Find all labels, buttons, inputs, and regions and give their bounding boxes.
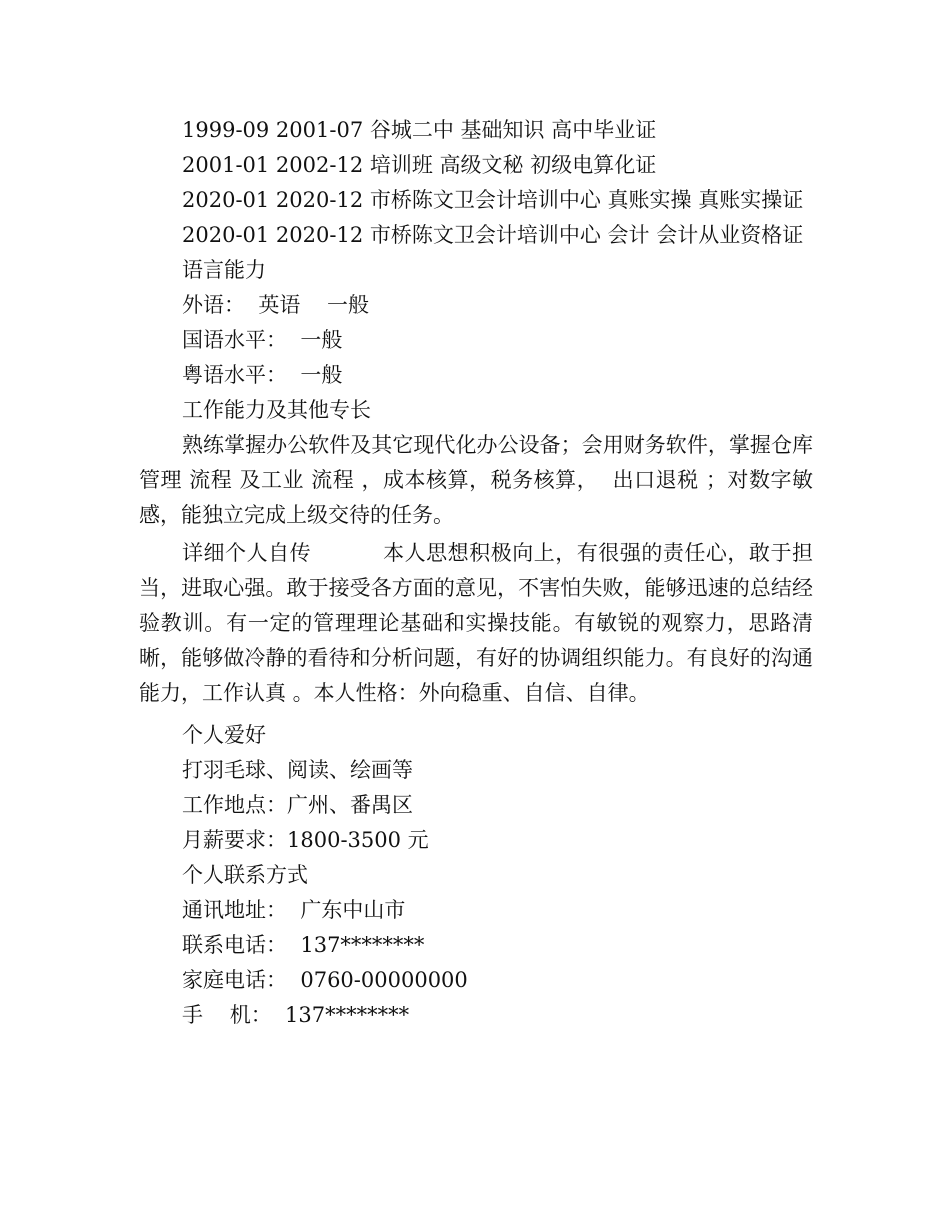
contact-mobile: 手 机： 137******** (182, 1003, 410, 1027)
education-row: 2020-01 2020-12 市桥陈文卫会计培训中心 真账实操 真账实操证 (182, 188, 804, 212)
education-row: 2020-01 2020-12 市桥陈文卫会计培训中心 会计 会计从业资格证 (182, 223, 804, 247)
work-location: 工作地点：广州、番禺区 (182, 793, 413, 817)
mandarin-level: 国语水平： 一般 (182, 328, 343, 352)
skills-heading: 工作能力及其他专长 (182, 398, 371, 422)
contact-address: 通讯地址： 广东中山市 (182, 898, 406, 922)
language-heading: 语言能力 (182, 258, 266, 282)
foreign-language: 外语： 英语 一般 (182, 293, 370, 317)
hobbies-heading: 个人爱好 (182, 723, 266, 747)
contact-heading: 个人联系方式 (182, 863, 308, 887)
hobbies-text: 打羽毛球、阅读、绘画等 (182, 758, 413, 782)
skills-paragraph: 熟练掌握办公软件及其它现代化办公设备；会用财务软件，掌握仓库管理 流程 及工业 流程 ，成本核算，税务核算， 出口退税 ；对数字敏感，能独立完成上级交待的任务。 (139, 433, 813, 527)
contact-home-phone: 家庭电话： 0760-00000000 (182, 968, 468, 992)
contact-phone: 联系电话： 137******** (182, 933, 425, 957)
education-row: 2001-01 2002-12 培训班 高级文秘 初级电算化证 (182, 153, 657, 177)
bio-paragraph: 详细个人自传 本人思想积极向上，有很强的责任心，敢于担当，进取心强。敢于接受各方面的意见，不害怕失败，能够迅速的总结经验教训。有一定的管理理论基础和实操技能。有敏锐的观察力，思路清晰，能够做冷静的看待和分析问题，有好的协调组织能力。有良好的沟通能力，工作认真 。本人性格：外向稳重、自信、自律。 (139, 541, 813, 705)
salary-requirement: 月薪要求：1800-3500 元 (182, 828, 429, 852)
education-row: 1999-09 2001-07 谷城二中 基础知识 高中毕业证 (182, 118, 657, 142)
cantonese-level: 粤语水平： 一般 (182, 363, 343, 387)
